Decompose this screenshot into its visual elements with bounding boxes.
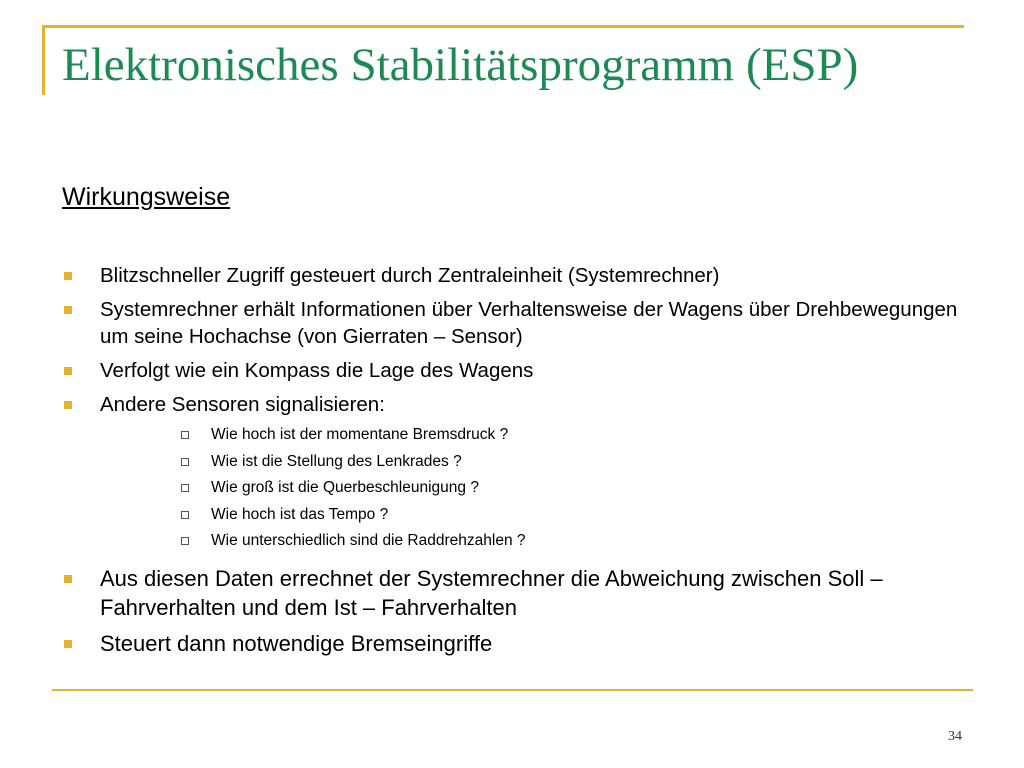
bullet-text: Aus diesen Daten errechnet der Systemrechner die Abweichung zwischen Soll – Fahrverhalten und dem Ist – Fahrverhalten bbox=[100, 565, 883, 620]
sub-bullet-item bbox=[62, 475, 972, 502]
page-number: 34 bbox=[948, 729, 962, 744]
square-bullet-icon bbox=[64, 367, 72, 375]
sub-bullet-text: Wie groß ist die Querbeschleunigung ? bbox=[211, 479, 479, 496]
section-subheading: Wirkungsweise bbox=[62, 183, 231, 211]
bullet-text: Steuert dann notwendige Bremseingriffe bbox=[100, 630, 493, 656]
square-bullet-icon bbox=[64, 401, 72, 409]
bullet-text: Systemrechner erhält Informationen über Verhaltensweise der Wagens über Drehbewegungen um seine Hochachse (von Gierraten – Sensor) bbox=[100, 298, 958, 348]
bullet-text: Andere Sensoren signalisieren: bbox=[100, 393, 385, 416]
left-accent-line bbox=[42, 25, 45, 95]
sub-bullet-item bbox=[62, 449, 972, 476]
bullet-item bbox=[62, 391, 972, 418]
sub-bullet-item bbox=[62, 528, 972, 555]
hollow-square-bullet-icon bbox=[181, 431, 189, 439]
bullet-item bbox=[62, 262, 972, 289]
sub-bullet-text: Wie hoch ist der momentane Bremsdruck ? bbox=[211, 426, 509, 443]
square-bullet-icon bbox=[64, 272, 72, 280]
sub-bullet-item bbox=[62, 502, 972, 529]
hollow-square-bullet-icon bbox=[181, 458, 189, 466]
bullet-text: Verfolgt wie ein Kompass die Lage des Wagens bbox=[100, 359, 534, 382]
sub-bullet-text: Wie unterschiedlich sind die Raddrehzahlen ? bbox=[211, 532, 526, 549]
bullet-text: Blitzschneller Zugriff gesteuert durch Zentraleinheit (Systemrechner) bbox=[100, 264, 720, 287]
square-bullet-icon bbox=[64, 575, 72, 583]
slide-title: Elektronisches Stabilitätsprogramm (ESP) bbox=[62, 39, 859, 91]
bullet-item bbox=[62, 629, 972, 658]
hollow-square-bullet-icon bbox=[181, 537, 189, 545]
bullet-item bbox=[62, 296, 972, 350]
bullet-item bbox=[62, 564, 972, 622]
hollow-square-bullet-icon bbox=[181, 484, 189, 492]
sub-bullet-text: Wie ist die Stellung des Lenkrades ? bbox=[211, 452, 462, 470]
hollow-square-bullet-icon bbox=[181, 511, 189, 519]
bullet-item bbox=[62, 357, 972, 384]
sub-bullet-item bbox=[62, 422, 972, 449]
sub-bullet-list bbox=[62, 422, 972, 555]
bullet-list bbox=[62, 262, 972, 665]
top-accent-line bbox=[42, 25, 964, 28]
square-bullet-icon bbox=[64, 306, 72, 314]
sub-bullet-text: Wie hoch ist das Tempo ? bbox=[211, 505, 389, 523]
square-bullet-icon bbox=[64, 640, 72, 648]
bottom-accent-line bbox=[52, 689, 973, 691]
